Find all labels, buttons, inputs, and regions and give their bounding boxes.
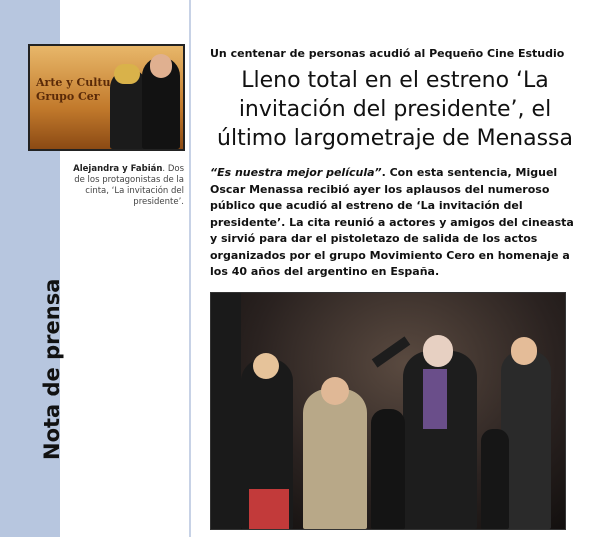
figure-man-head [423, 335, 453, 367]
figure-man-shirt [423, 369, 447, 429]
lead-quote: “Es nuestra mejor película” [210, 166, 382, 179]
main-photo [210, 292, 566, 530]
figure-woman-right-head [511, 337, 537, 365]
caption-names: Alejandra y Fabián [73, 164, 163, 174]
caption-text: . Dos de los protagonistas de la cinta, ‘La invitación del presidente’. [74, 164, 184, 207]
figure-background-man [371, 409, 405, 529]
poster-text-line1: Arte y Cultu [36, 76, 111, 89]
figure-background-person [481, 429, 509, 529]
poster-text-line2: Grupo Cer [36, 90, 100, 103]
small-photo [28, 44, 185, 151]
figure-woman-center-head [321, 377, 349, 405]
photo-caption [60, 164, 184, 208]
person-woman-hair [114, 64, 140, 84]
headline: Lleno total en el estreno ‘La invitación del presidente’, el último largometraje de Menassa [217, 68, 573, 151]
curtain-left [211, 293, 241, 529]
figure-woman-left-head [253, 353, 279, 379]
lead-paragraph [210, 165, 580, 281]
figure-woman-left-legs [249, 489, 289, 529]
column-divider [189, 0, 191, 537]
lead-body: . Con esta sentencia, Miguel Oscar Menassa recibió ayer los aplausos del numeroso público que acudió al estreno de ‘La invitación del presidente’. La cita reunió a actores y amigos del cineasta y sirvió para dar el pistoletazo de salida de los actos organizados por el grupo Movimiento Cero en homenaje a los 40 años del argentino en España. [210, 166, 574, 278]
section-label: Nota de prensa [40, 278, 64, 460]
person-man-face [150, 54, 172, 78]
figure-woman-center [303, 389, 367, 529]
kicker: Un centenar de personas acudió al Pequeño Cine Estudio [210, 47, 565, 60]
